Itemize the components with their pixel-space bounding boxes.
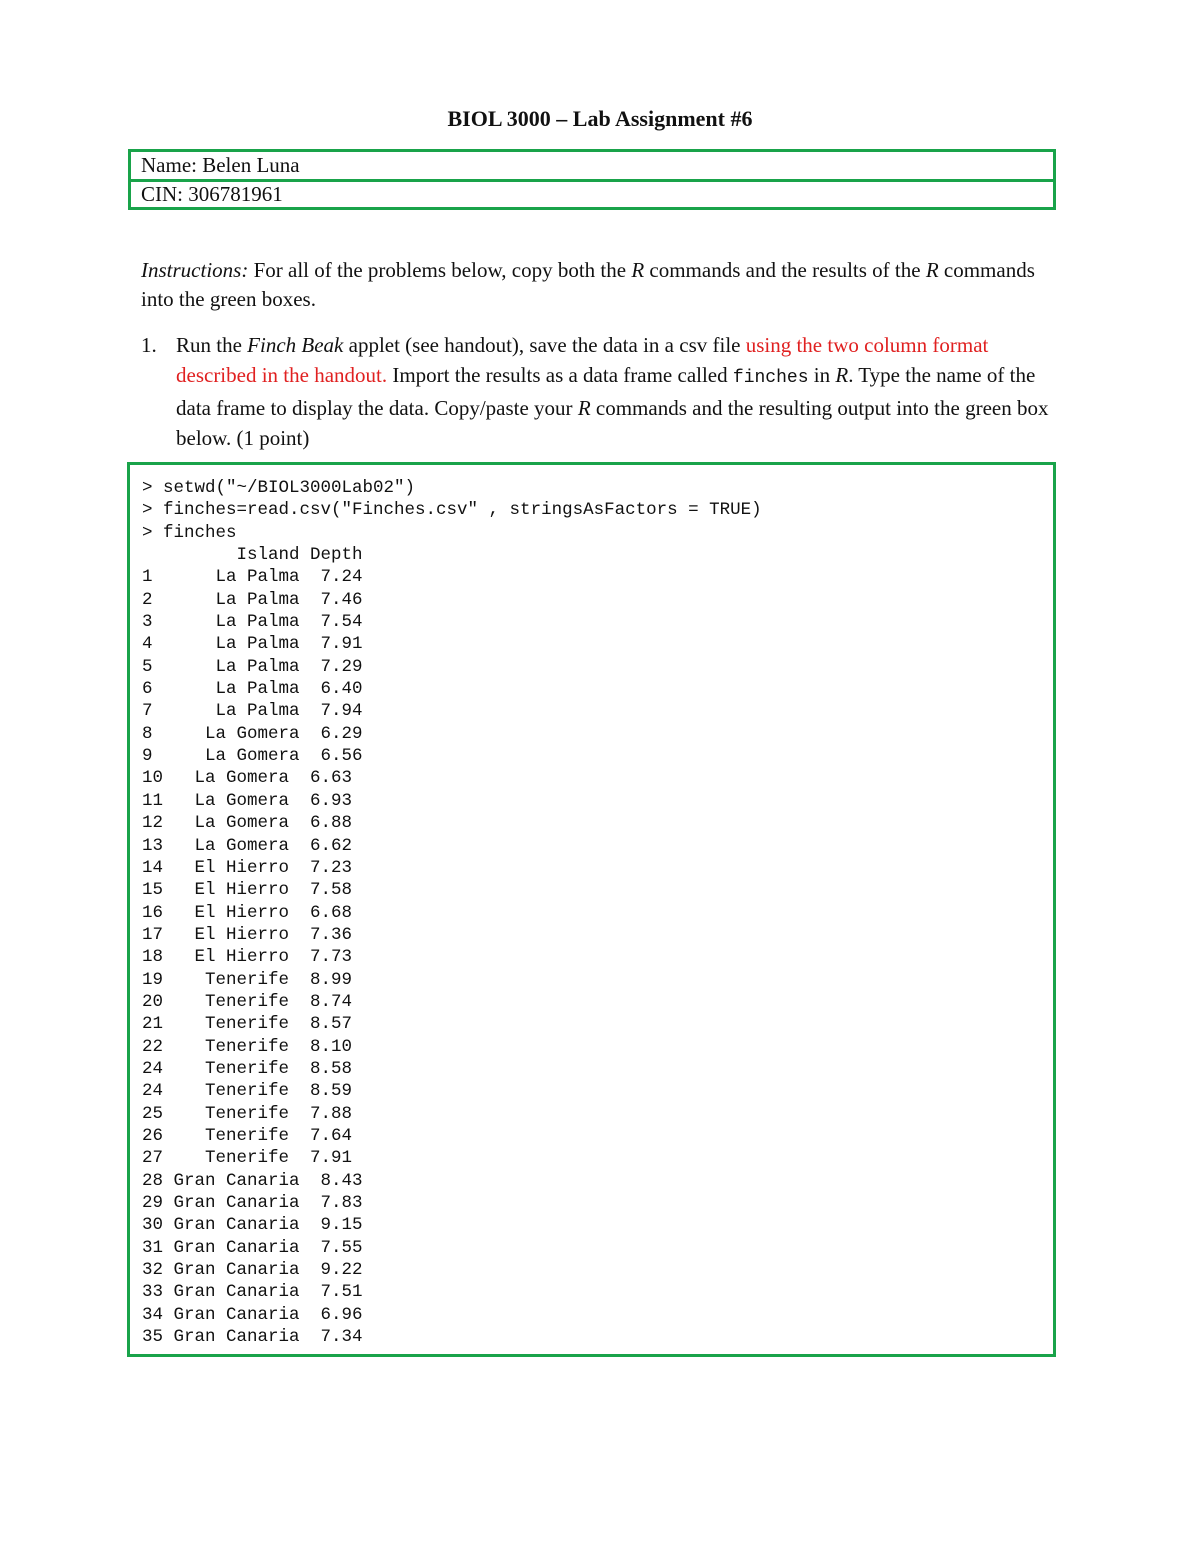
table-row: 6 La Palma 6.40 — [142, 679, 363, 700]
page-title: BIOL 3000 – Lab Assignment #6 — [447, 106, 753, 131]
table-row: 11 La Gomera 6.93 — [142, 790, 353, 811]
table-row: 34 Gran Canaria 6.96 — [142, 1304, 363, 1325]
table-row: 32 Gran Canaria 9.22 — [142, 1260, 363, 1281]
question-text-part: commands and the resulting output into the green box below. (1 point) — [176, 396, 1049, 450]
console-command: > finches=read.csv("Finches.csv" , stringsAsFactors = TRUE) — [142, 500, 762, 521]
table-row: 12 La Gomera 6.88 — [142, 813, 353, 834]
table-row: 4 La Palma 7.91 — [142, 634, 363, 655]
table-row: 29 Gran Canaria 7.83 — [142, 1193, 363, 1213]
question-text-part: Import the results as a data frame called — [387, 363, 733, 387]
table-row: 31 Gran Canaria 7.55 — [142, 1237, 363, 1258]
table-row: 5 La Palma 7.29 — [142, 656, 363, 677]
console-command: > finches — [142, 522, 237, 543]
instructions-text: commands and the results of the — [644, 258, 926, 282]
table-row: 10 La Gomera 6.63 — [142, 768, 353, 789]
student-cin: CIN: 306781961 — [131, 179, 1053, 207]
question-text-part: in — [808, 363, 836, 387]
table-row: 21 Tenerife 8.57 — [142, 1014, 353, 1035]
highlighted-instruction: using the two column format described in the handout. — [176, 333, 989, 387]
table-row: 1 La Palma 7.24 — [142, 567, 363, 588]
table-row: 17 El Hierro 7.36 — [142, 924, 353, 945]
table-row: 24 Tenerife 8.59 — [142, 1081, 353, 1102]
table-row: 15 El Hierro 7.58 — [142, 880, 353, 901]
table-row: 9 La Gomera 6.56 — [142, 746, 363, 767]
table-row: 35 Gran Canaria 7.34 — [142, 1327, 363, 1348]
student-info-box — [128, 149, 1056, 210]
table-row: 18 El Hierro 7.73 — [142, 947, 353, 968]
table-row: 7 La Palma 7.94 — [142, 701, 363, 722]
table-row: 13 La Gomera 6.62 — [142, 835, 353, 856]
instructions-text: commands into the green boxes. — [141, 258, 1035, 311]
student-name: Name: Belen Luna — [141, 153, 300, 177]
table-row: 3 La Palma 7.54 — [142, 612, 363, 633]
table-row: 22 Tenerife 8.10 — [142, 1036, 353, 1057]
table-row: 8 La Gomera 6.29 — [142, 723, 363, 744]
answer-box — [127, 462, 1056, 1357]
instructions — [141, 256, 1071, 314]
instructions-label: Instructions: — [141, 258, 249, 282]
table-row: 27 Tenerife 7.91 — [142, 1148, 353, 1169]
r-term: R — [631, 258, 645, 282]
code-term: finches — [732, 368, 809, 388]
table-header: Island Depth — [142, 545, 363, 566]
table-row: 14 El Hierro 7.23 — [142, 857, 353, 878]
r-term: R — [925, 258, 939, 282]
table-row: 24 Tenerife 8.58 — [142, 1058, 353, 1079]
instructions-text: For all of the problems below, copy both the — [248, 258, 632, 282]
r-term: R — [577, 396, 591, 420]
question-text-part: Run the — [176, 333, 248, 357]
table-row: 16 El Hierro 6.68 — [142, 902, 353, 923]
question-1 — [141, 330, 1056, 453]
question-text — [176, 330, 1056, 453]
question-number: 1. — [141, 333, 157, 357]
table-row: 28 Gran Canaria 8.43 — [142, 1170, 363, 1191]
question-text-part: applet (see handout), save the data in a csv file — [343, 333, 746, 357]
table-row: 30 Gran Canaria 9.15 — [142, 1215, 363, 1236]
table-row: 33 Gran Canaria 7.51 — [142, 1282, 363, 1303]
r-term: R — [835, 363, 849, 387]
question-text-part: . Type the name of the data frame to display the data. Copy/paste your — [176, 363, 1036, 420]
r-console-output — [142, 477, 762, 1348]
table-row: 25 Tenerife 7.88 — [142, 1103, 353, 1124]
console-command: > setwd("~/BIOL3000Lab02") — [142, 478, 416, 498]
table-row: 20 Tenerife 8.74 — [142, 991, 353, 1012]
applet-name: Finch Beak — [247, 333, 344, 357]
table-row: 19 Tenerife 8.99 — [142, 969, 353, 990]
table-row: 26 Tenerife 7.64 — [142, 1125, 353, 1146]
table-row: 2 La Palma 7.46 — [142, 589, 363, 610]
